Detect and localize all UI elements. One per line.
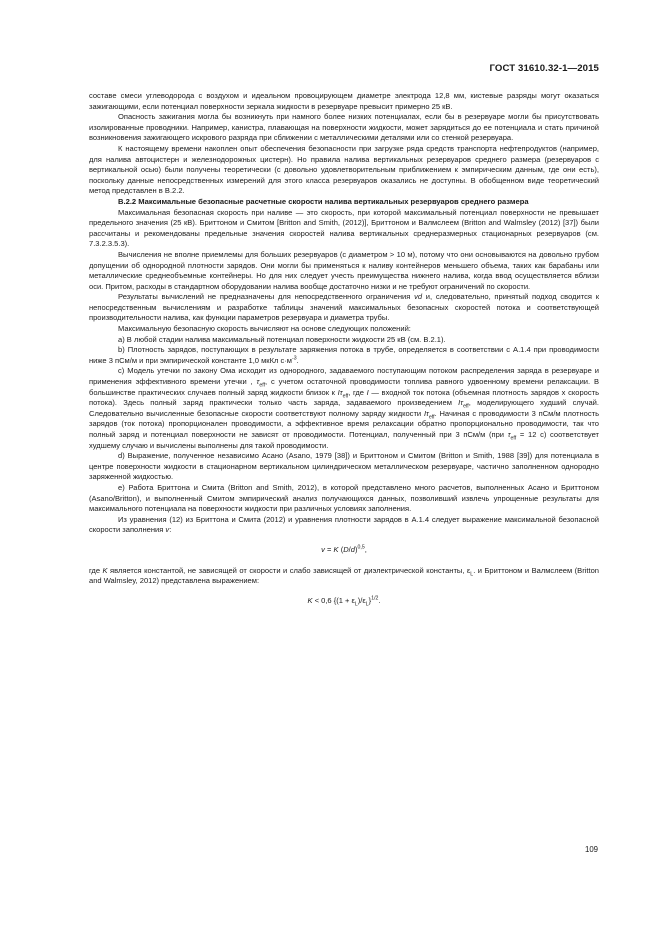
paragraph-constant-k: где K является константой, не зависящей от скорости и слабо зависящей от диэлектрической константы, $\varepsilon_L$. и Бриттоном и Валмслеем (Britton and Walmsley, 2012) представлена выражением: (89, 565, 599, 586)
list-item-e: e) Работа Бриттона и Смита (Britton and Smith, 2012), в которой представлено много расчетов, выполненных Асано и Бриттоном (Asano/Britton), и выполненный Смитом эмпирический анализ получающихся данных, позволивший извлечь упрощенные результаты для максимального потенциала на поверхности жидкости при различных условиях заполнения. (89, 482, 599, 514)
formula-velocity: v = K $(D/d)^{0,5}$, (321, 544, 367, 554)
list-item-b: b) Плотность зарядов, поступающих в результате заряжения потока в трубе, определяется в соответствии с А.1.4 при проводимости ниже 3 пСм/м и при эмпирической константе 1,0 мкКл $с\cdot м^{-3}$. (89, 345, 599, 365)
paragraph-ignition-danger: Опасность зажигания могла бы возникнуть при намного более низких потенциалах, если бы в резервуаре могли бы присутствовать изолированные проводники. Например, канистра, плавающая на поверхности жидкости, может зарядиться до ее потенциала и стать причиной возникновения зажигающего искрового разряда при сближении с металлическими деталями или со стенкой резервуара. (89, 112, 599, 143)
list-item-d: d) Выражение, полученное независимо Асано (Asano, 1979 [38]) и Бриттоном и Смитом (Britton и Smith, 1988 [39]) для потенциала в центре поверхности жидкости в стационарном вертикальном цилиндрическом металлическом резервуаре, частично заполненном однородно заряженной жидкостью. (89, 451, 599, 482)
paragraph-calculations: Вычисления не вполне приемлемы для больших резервуаров (с диаметром > 10 м), потому что они основываются на довольно грубом допущении об однородной плотности зарядов. Они могли бы применяться к наливу контейнеров меньшего объема, таких как барабаны или металлические среднеобъемные контейнеры. Но для них следует учесть преимущества нижнего налива, когда ввод осуществляется вблизи оси. Притом, расходы в стандартном оборудовании налива вообще достаточно низки и не требуют ограничений по скорости. (89, 249, 599, 291)
page-number: 109 (584, 845, 598, 854)
document-code-header: ГОСТ 31610.32-1—2015 (489, 63, 599, 74)
paragraph-equation-intro: Из уравнения (12) из Бриттона и Смита (2012) и уравнения плотности зарядов в А.1.4 следует выражение максимальной безопасной скорости заполнения v: (89, 514, 599, 535)
paragraph-experience: К настоящему времени накоплен опыт обеспечения безопасности при загрузке ряда средств транспорта нефтепродуктов (например, для налива автоцистерн и железнодорожных цистерн). Но правила налива вертикальных резервуаров среднего размера (резервуаров с вертикальной осью) были получены теоретически (с довольно удовлетворительным приближением к эмпирическим данным, где они есть), поскольку данные непосредственных измерений для этого класса резервуаров оказались не доступны. В обобщенном виде теоретический метод представлен в В.2.2. (89, 143, 599, 196)
var-vd: vd (414, 292, 423, 302)
list-item-a: a) В любой стадии налива максимальный потенциал поверхности жидкости 25 кВ (см. В.2.1). (118, 334, 446, 344)
paragraph-basis: Максимальную безопасную скорость вычисляют на основе следующих положений: (118, 324, 411, 334)
paragraph-max-safe-speed: Максимальная безопасная скорость при наливе — это скорость, при которой максимальный потенциал поверхности не превышает предельного значения (25 кВ). Бриттоном и Смитом [Britton and Smith, (2012)], Бриттоном и Валмслеем (Britton and Walmsley (2012) [37]) были рассчитаны и рекомендованы предельные значения скоростей налива вертикальных среднеразмерных стационарных резервуаров (см. 7.3.2.3.5.3). (89, 207, 599, 249)
paragraph-continuation: составе смеси углеводорода с воздухом и идеальном провоцирующем диаметре электрода 12,8 мм, кистевые разряды могут оказаться зажигающими, если потенциал поверхности зеркала жидкости в резервуаре превысит примерно 25 кВ. (89, 91, 599, 111)
document-body (89, 91, 599, 616)
paragraph-results: Результаты вычислений не предназначены для непосредственного ограничения vd и, следовательно, принятый подход сводится к непосредственным вычислениям и разработке таблицы значений максимальных безопасных скоростей потока и соответствующей производительности налива, как функции параметров резервуара и диаметра трубы. (89, 292, 599, 323)
formula-constant-k: K < 0,6 $\{(1 + \varepsilon_L)/\varepsilon_L\}^{1/2}$. (307, 595, 381, 608)
list-item-c: c) Модель утечки по закону Ома исходит из однородного, задаваемого поступающим потоком распределения заряда в резервуаре и применения эффективного времени утечки , $\tau_{eff}$, с учетом остаточной проводимости топлива равного удвоенному времени релаксации. В большинстве практических случаев полный заряд жидкости близок к $I\tau_{eff}$, где I — входной ток потока (объемная плотность зарядов х скорость потока). Здесь полный заряд практически только часть заряда, задаваемого произведением $I\tau_{eff}$, моделирующего худший случай. Следовательно вычисленные безопасные скорости соответствуют полному заряду жидкости $I\tau_{eff}$. Начиная с проводимости 3 пСм/м плотность зарядов (ток потока) пропорционален проводимости, а эффективное время релаксации обратно пропорционально проводимости, так что полный заряд и потенциал поверхности не зависят от проводимости. Потенциал, полученный при 3 пСм/м (при $\tau_{eff} = 12$ с) соответствует худшему случаю и вычислены выполнены для такой проводимости. (89, 366, 600, 450)
section-heading-b22: В.2.2 Максимальные безопасные расчетные скорости налива вертикальных резервуаров среднего размера (118, 196, 529, 206)
